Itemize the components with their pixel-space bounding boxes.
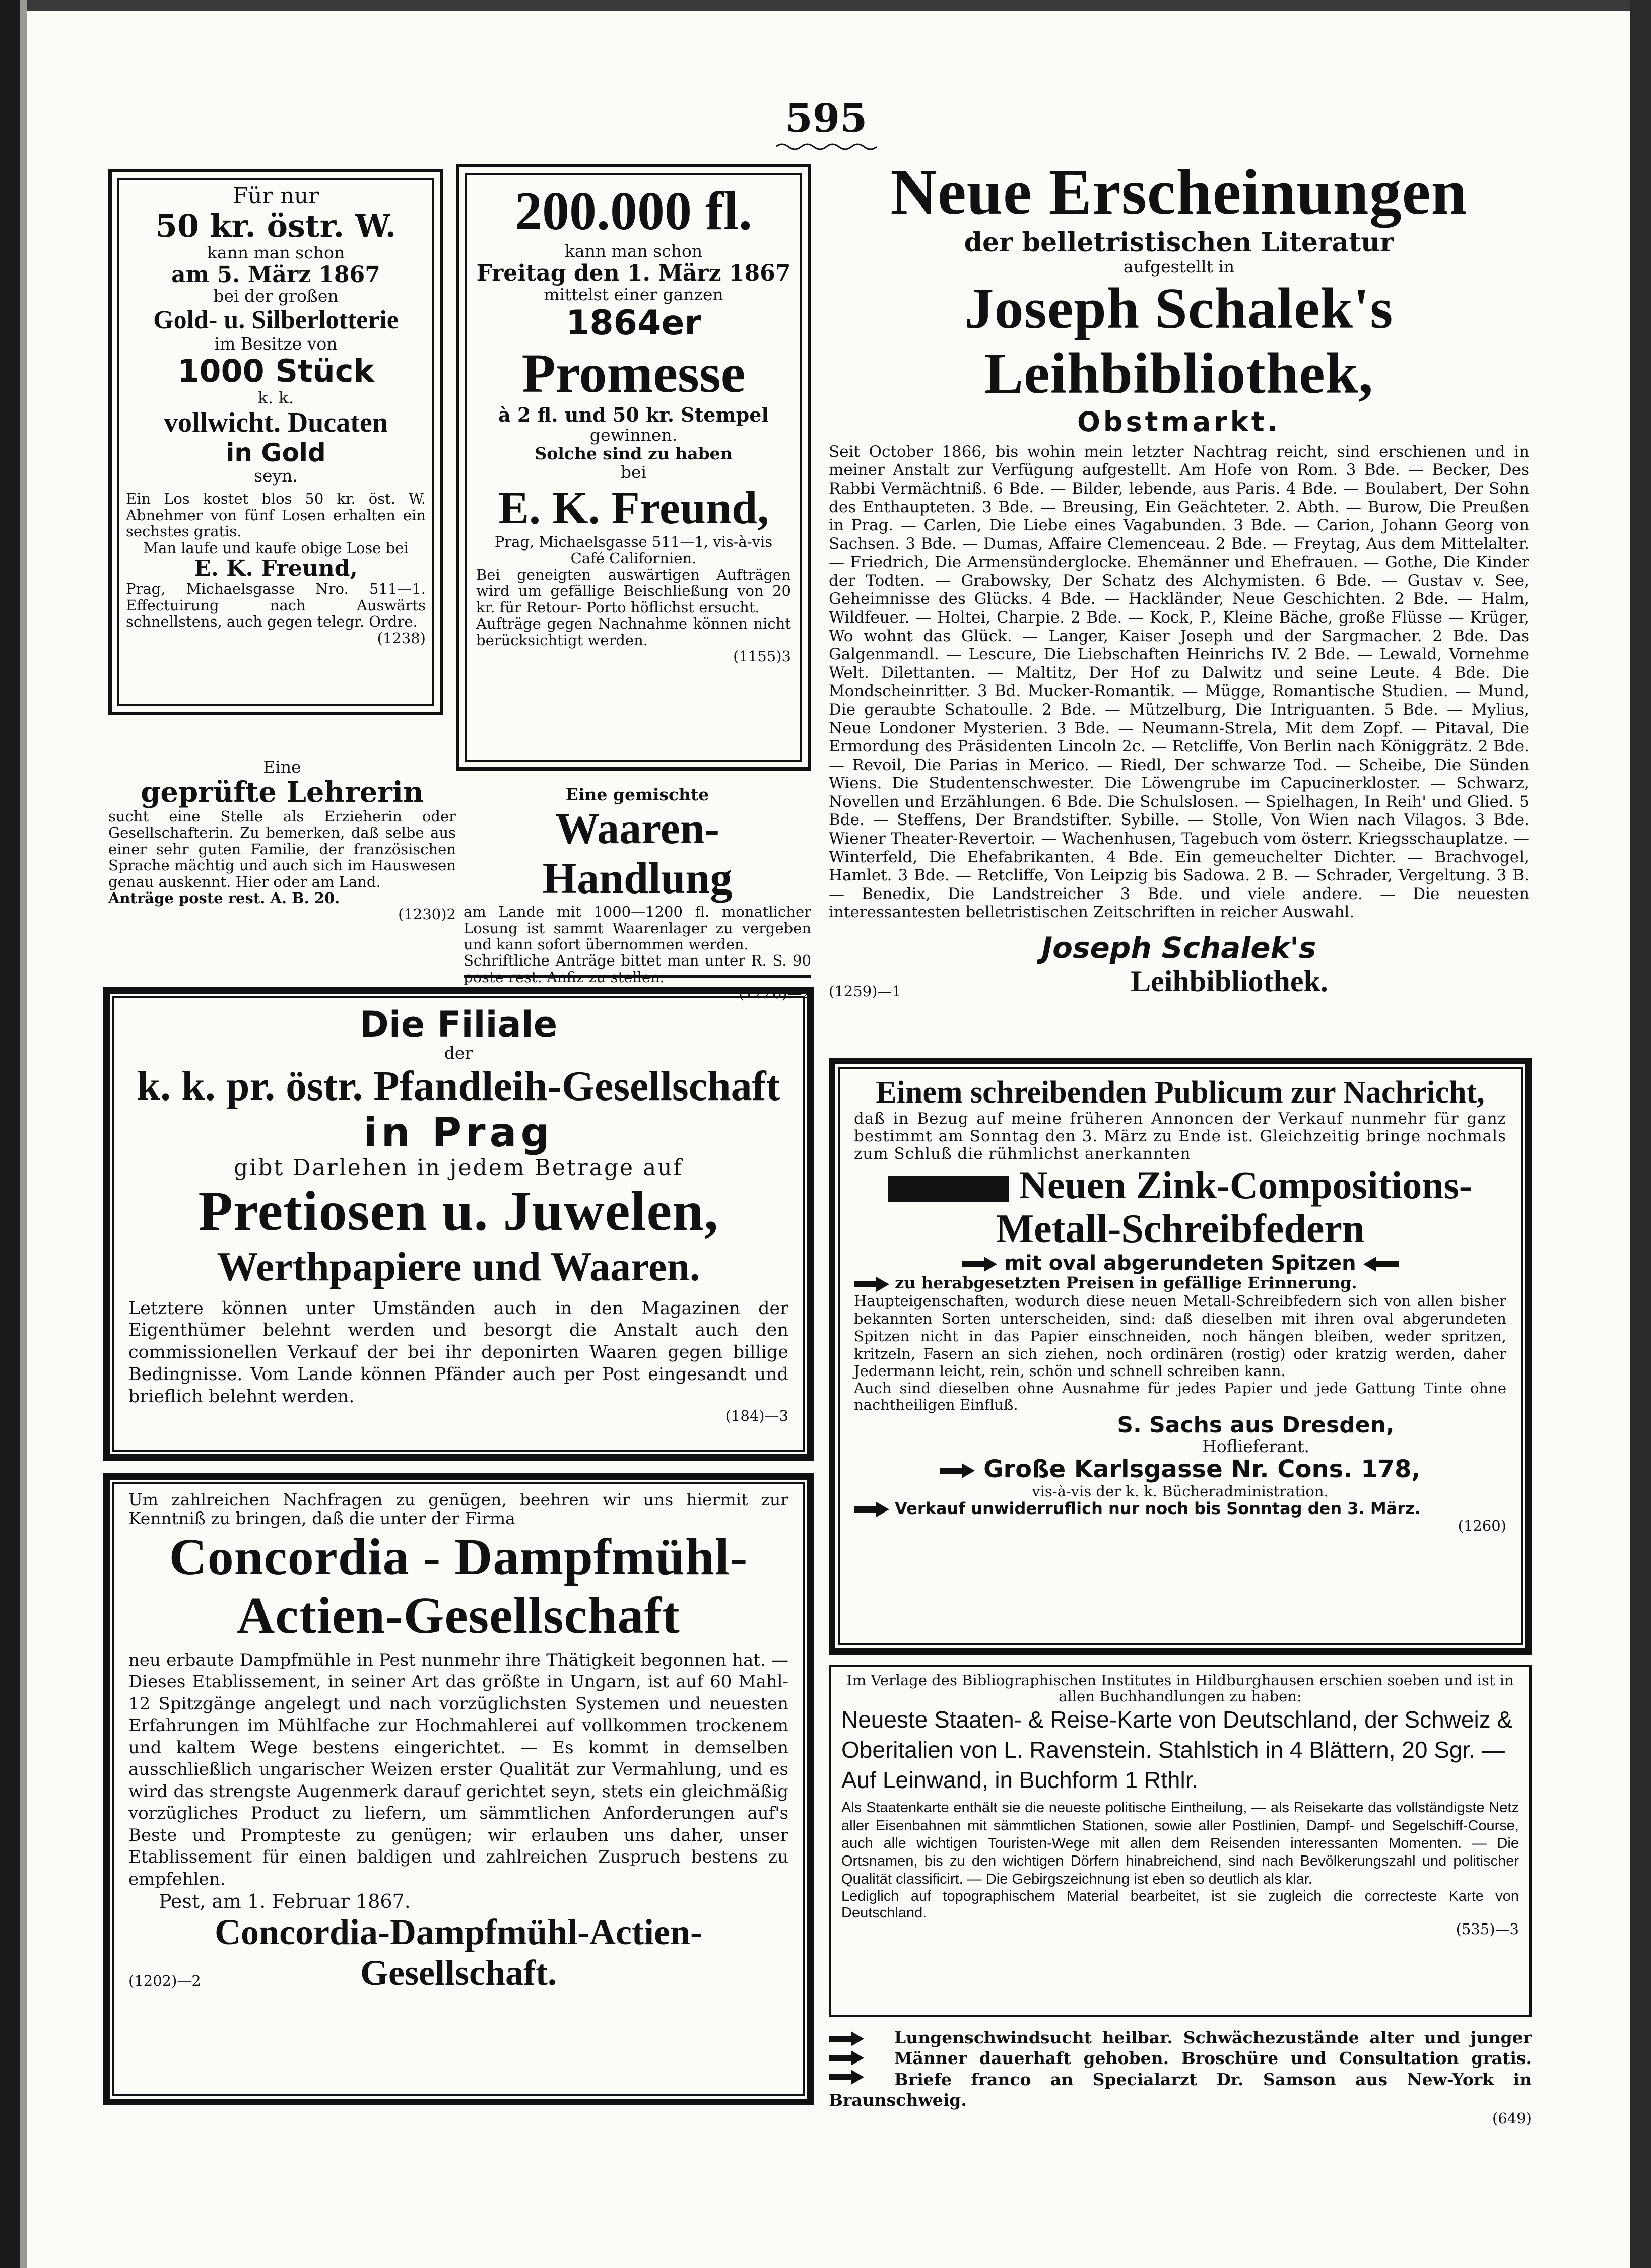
page-fold [20, 0, 27, 2268]
lottery-line: im Besitze von [214, 334, 338, 354]
promesse-line: gewinnen. [589, 425, 678, 445]
literature-library: Joseph Schalek's Leihbibliothek, [964, 276, 1394, 406]
ink-blot [888, 1176, 1009, 1202]
concordia-signature: Gesellschaft. [360, 1952, 557, 1993]
lottery-date: am 5. März 1867 [171, 261, 380, 288]
pointing-hand-icon [829, 2031, 864, 2046]
literature-signature: Leihbibliothek. [1131, 964, 1328, 998]
pointing-hand-icon [854, 1502, 889, 1517]
pointing-hand-icon [940, 1463, 975, 1478]
pens-firm: S. Sachs aus Dresden, [1117, 1412, 1395, 1438]
scan-edge-right [1630, 0, 1651, 2268]
map-body: Als Staatenkarte enthält sie die neueste politische Eintheilung, — als Reisekarte das vollständigste Netz aller Eisenbahnen mit sämmtlichen Stationen, sowie aller Postlinien, Dampf- und Segelschiff-Course, auch alle wichtigen Touristen-Wege mit allen dem Reisenden interessanten Momenten. — Die Ortsnamen, bis zu den wichtigen Dörfern hinabreichend, sind nach Bevölkerungszahl und politischer Qualität classificirt. — Die Gebirgszeichnung ist eben so deutlich als klar. [841, 1800, 1519, 1887]
shop-line: Eine gemischte [565, 785, 709, 804]
filiale-title: Die Filiale [359, 1004, 558, 1045]
ad-literature [829, 156, 1529, 999]
promesse-line: bei [620, 462, 647, 482]
ad-teacher [108, 758, 456, 923]
ornament-wave [776, 142, 877, 152]
pens-ref: (1260) [1458, 1517, 1506, 1535]
pens-address: Große Karlsgasse Nr. Cons. 178, [983, 1455, 1421, 1484]
filiale-waaren: Werthpapiere und Waaren. [217, 1243, 700, 1289]
scan-edge-top [0, 0, 1651, 11]
pens-body: Auch sind dieselben ohne Ausnahme für jedes Papier und jede Gattung Tinte ohne nachtheiligen Einfluß. [854, 1380, 1506, 1413]
literature-body: Seit October 1866, bis wohin mein letzter Nachtrag reicht, sind erschienen und in meiner Anstalt zur Verfügung aufgestellt. Am Hofe von Rom. 3 Bde. — Becker, Des Rabbi Vermächtniß. 6 Bde. — Bilder, lebende, aus Paris. 4 Bde. — Boulabert, Der Sohn des Enthaupteten. 3 Bde. — Breusing, Ein Geächteter. 2. Abth. — Burow, Die Preußen in Prag. — Carlen, Die Liebe eines Vagabunden. 3 Bde. — Carion, Johann Georg von Sachsen. 3 Bde. — Dumas, Affaire Clemenceau. 2 Bde. — Freytag, Aus dem Mittelalter. — Friedrich, Die Armensünderglocke. Ehemänner und Ehefrauen. — Gothe, Die Kinder der Todten. — Grabowsky, Der Schatz des Alchymisten. 6 Bde. — Gustav v. See, Geheimnisse des Glücks. 4 Bde. — Hackländer, Neue Geschichten. 2 Bde. — Halm, Wildfeuer. — Holtei, Charpie. 2 Bde. — Kock, P., Kleine Bäche, große Flüsse — Krüger, Wo wohnt das Glück. — Langer, Kaiser Joseph und der Sargmacher. 2 Bde. Das Galgenmandl. — Lescure, Die Liebschaften Heinrichs IV. 2 Bde. — Lewald, Vornehme Welt. Dilettanten. — Maltitz, Der Hof zu Dalwitz und seine Leute. 4 Bde. Die Mondscheinritter. 3 Bd. Mucker-Romantik. — Mügge, Romantische Studien. — Mund, Die geraubte Schatoulle. 2 Bde. — Mützelburg, Die Intriguanten. 5 Bde. — Mylius, Neue Londoner Mysterien. 3 Bde. — Neumann-Strela, Mit dem Zopf. — Pitaval, Die Ermordung des Präsidenten Lincoln 2c. — Retcliffe, Von Berlin nach Königgrätz. 2 Bde. — Revoil, Die Parias in Merico. — Riedl, Der schwarze Tod. — Scheibe, Die Sünden Wiens. Die Studentenschwester. Die Löwengrube im Capucinerkloster. — Schwarz, Novellen und Erzählungen. 6 Bde. Die Schulslosen. — Spielhagen, In Reih' und Glied. 5 Bde. — Steffens, Der Brandstifter. Sybille. — Stolle, Von Wien nach Vilagos. 3 Bde. Wiener Theater-Revertoir. — Wachenhusen, Tagebuch vom österr. Kriegsschauplatze. — Winterfeld, Die Ehefabrikanten. 4 Bde. Ein gemeuchelter Dichter. — Brachvogel, Hamlet. 3 Bde. — Retcliffe, Von Leipzig bis Sadowa. 2 B. — Schrader, Vergeltung. 3 B. — Benedix, Die Landstreicher 3 Bde. und viele andere. — Die neuesten interessantesten belletristischen Zeitschriften in reicher Auswahl. [829, 442, 1529, 922]
ad-doctor [829, 2027, 1532, 2126]
promesse-amount: 200.000 fl. [515, 181, 752, 241]
lottery-line: Für nur [232, 183, 319, 209]
ad-filiale [128, 1005, 788, 1424]
shop-body: am Lande mit 1000—1200 fl. monatlicher Losung ist sammt Waarenlager zu vergeben und kann sofort übernommen werden. [464, 903, 811, 953]
lottery-body: Ein Los kostet blos 50 kr. öst. W. Abnehmer von fünf Losen erhalten ein sechstes gratis. [126, 490, 426, 540]
promesse-line: kann man schon [564, 241, 703, 261]
ad-map [841, 1672, 1519, 1938]
filiale-city: in Prag [363, 1109, 554, 1156]
filiale-ref: (184)—3 [725, 1407, 788, 1425]
promesse-firm: E. K. Freund, [498, 482, 769, 533]
promesse-address: Prag, Michaelsgasse 511—1, vis-à-vis Café Californien. [494, 533, 773, 567]
ad-shop [464, 786, 811, 1002]
lottery-line: kann man schon [207, 242, 345, 262]
promesse-ref: (1155)3 [733, 648, 791, 665]
promesse-line: mittelst einer ganzen [544, 285, 723, 305]
map-ref: (535)—3 [1456, 1920, 1519, 1938]
concordia-body: neu erbaute Dampfmühle in Pest nunmehr ihre Thätigkeit begonnen hat. — Dieses Etablissement, in seiner Art das größte in Ungarn, ist auf 60 Mahl- 12 Spitzgänge angelegt und nach vorzüglichsten Systemen und neuesten Erfahrungen im Mühlfache zur Hochmahlerei auf vollkommen trockenem und kaltem Wege bestens eingerichtet. — Es kommt in demselben ausschließlich ungarischer Weizen erster Qualität zur Vermahlung, und es wird das strengste Augenmerk darauf gerichtet seyn, stets ein gleichmäßig vorzügliches Product zu liefern, um sämmtlichen Anforderungen auf's Beste und Prompteste zu genügen; wir erlauben uns daher, unser Etablissement für einen baldigen und zahlreichen Zuspruch bestens zu empfehlen. [128, 1650, 788, 1889]
lottery-address: Prag, Michaelsgasse Nro. 511—1. Effectuirung nach Auswärts schnellstens, auch gegen telegr. Ordre. [126, 580, 426, 631]
ad-lottery [126, 184, 426, 646]
literature-subtitle: der belletristischen Literatur [964, 227, 1394, 258]
lottery-count: 1000 Stück [177, 353, 374, 390]
pens-price: zu herabgesetzten Preisen in gefällige Erinnerung. [895, 1273, 1357, 1293]
pointing-hand-icon [854, 1277, 889, 1292]
filiale-line: der [444, 1043, 473, 1063]
pens-title: Einem schreibenden Publicum zur Nachricht, [876, 1075, 1485, 1110]
map-title: Neueste Staaten- & Reise-Karte von Deutschland, der Schweiz & Oberitalien von L. Ravenstein. Stahlstich in 4 Blättern, 20 Sgr. — Auf Leinwand, in Buchform 1 Rthlr. [841, 1706, 1513, 1793]
pens-footer: Verkauf unwiderruflich nur noch bis Sonntag den 3. März. [895, 1498, 1421, 1518]
doctor-hands [829, 2027, 894, 2089]
pens-address: vis-à-vis der k. k. Bücheradministration. [1032, 1483, 1329, 1500]
concordia-ref: (1202)—2 [128, 1972, 201, 1990]
pointing-hand-icon [829, 2070, 864, 2085]
concordia-intro: Um zahlreichen Nachfragen zu genügen, beehren wir uns hiermit zur Kenntniß zu bringen, daß die unter der Firma [128, 1490, 788, 1528]
promesse-year: 1864er [566, 303, 701, 343]
page-number-text: 595 [785, 96, 868, 142]
filiale-pretiosen: Pretiosen u. Juwelen, [198, 1180, 719, 1243]
shop-title: Waaren-Handlung [542, 804, 733, 903]
page-number [776, 96, 877, 152]
pens-feature: mit oval abgerundeten Spitzen [1004, 1251, 1356, 1275]
shop-ref: (1226)—2 [739, 985, 811, 1002]
concordia-title: Concordia - Dampfmühl- [169, 1528, 748, 1586]
teacher-line: Eine [263, 757, 301, 777]
promesse-body: Bei geneigten auswärtigen Aufträgen wird um gefällige Beischließung von 20 kr. für Retour- Porto höflichst ersucht. [476, 566, 791, 616]
shop-body: Schriftliche Anträge bittet man unter R. S. 90 poste rest. Anfiz zu stellen. [464, 952, 811, 986]
shop-rule [464, 975, 811, 978]
pens-body: daß in Bezug auf meine früheren Annoncen der Verkauf nunmehr für ganz bestimmt am Sonntag den 3. März zu Ende ist. Gleichzeitig bringe nochmals zum Schluß die rühmlichst anerkannten [854, 1110, 1506, 1163]
literature-ref: (1259)—1 [829, 983, 901, 1000]
lottery-gold: in Gold [226, 438, 326, 468]
filiale-body: Letztere können unter Umständen auch in den Magazinen der Eigenthümer belehnt werden und besorgt die Anstalt auch den commissionellen Verkauf der bei ihr deponirten Waaren gegen billige Bedingnisse. Vom Lande können Pfänder auch per Post eingesandt und brieflich belehnt werden. [128, 1298, 788, 1407]
literature-title: Neue Erscheinungen [890, 156, 1468, 228]
lottery-line: seyn. [254, 466, 298, 486]
lottery-firm: E. K. Freund, [194, 556, 358, 581]
teacher-body: sucht eine Stelle als Erzieherin oder Gesellschafterin. Zu bemerken, daß selbe aus einer sehr guten Familie, der französischen Sprache mächtig und auch sich im Hauswesen genau auskennt. Hier oder am Land. [108, 807, 456, 890]
pens-product: Neuen Zink-Compositions- [1019, 1162, 1472, 1207]
literature-place: Obstmarkt. [1077, 406, 1281, 438]
concordia-title: Actien-Gesellschaft [237, 1587, 680, 1645]
map-intro: Im Verlage des Bibliographischen Institutes in Hildburghausen erschien soeben und ist in allen Buchhandlungen zu haben: [846, 1672, 1514, 1705]
pens-firm-title: Hoflieferant. [1202, 1436, 1309, 1457]
lottery-line: k. k. [257, 387, 294, 407]
promesse-date: Freitag den 1. März 1867 [476, 260, 791, 286]
literature-line: aufgestellt in [1123, 256, 1235, 277]
teacher-title: geprüfte Lehrerin [141, 775, 424, 809]
lottery-body: Man laufe und kaufe obige Lose bei [143, 539, 409, 557]
filiale-line: gibt Darlehen in jedem Betrage auf [234, 1155, 683, 1181]
filiale-company: k. k. pr. östr. Pfandleih-Gesellschaft [137, 1063, 780, 1110]
promesse-line: à 2 fl. und 50 kr. Stempel [498, 403, 769, 427]
teacher-footer: Anträge poste rest. A. B. 20. [108, 889, 340, 907]
pointing-hand-icon [829, 2050, 864, 2066]
ad-pens [854, 1075, 1506, 1534]
pointing-hand-icon [1363, 1257, 1399, 1272]
scan-edge-left [0, 0, 20, 2268]
lottery-price: 50 kr. östr. W. [155, 208, 397, 245]
teacher-ref: (1230)2 [398, 906, 456, 923]
ad-promesse [476, 181, 791, 665]
doctor-ref: (649) [1492, 2110, 1532, 2127]
promesse-body: Aufträge gegen Nachnahme können nicht berücksichtigt werden. [476, 615, 791, 649]
map-body: Lediglich auf topographischem Material bearbeitet, ist sie zugleich die correcteste Karte von Deutschland. [841, 1888, 1519, 1921]
pens-product: Metall-Schreibfedern [996, 1206, 1365, 1251]
promesse-title: Promesse [521, 342, 746, 404]
literature-signature: Joseph Schalek's [1041, 930, 1316, 965]
pens-body: Haupteigenschaften, wodurch diese neuen Metall-Schreibfedern sich von allen bisher bekannten Sorten unterscheiden, sind: daß dieselben mit ihren oval abgerundeten Spitzen nicht in das Papier einschneiden, noch hängen bleiben, weder spritzen, kritzeln, Fasern an sich ziehen, noch ordinären (rostig) oder kratzig werden, daher Jedermann leicht, rein, schön und schnell schreiben kann. [854, 1292, 1506, 1380]
lottery-ducats: vollwicht. Ducaten [164, 407, 388, 439]
ad-concordia [128, 1490, 788, 1993]
lottery-ref: (1238) [377, 629, 426, 647]
concordia-date: Pest, am 1. Februar 1867. [159, 1890, 411, 1912]
concordia-signature: Concordia-Dampfmühl-Actien- [215, 1912, 702, 1953]
lottery-line: bei der großen [213, 286, 339, 306]
promesse-line: Solche sind zu haben [535, 443, 733, 463]
lottery-title: Gold- u. Silberlotterie [153, 305, 399, 334]
pointing-hand-icon [962, 1257, 997, 1272]
doctor-body: Lungenschwindsucht heilbar. Schwächezustände alter und junger Männer dauerhaft gehoben. Broschüre und Consultation gratis. Briefe franco an Specialarzt Dr. Samson aus New-York in Braunschweig. [829, 2028, 1532, 2110]
